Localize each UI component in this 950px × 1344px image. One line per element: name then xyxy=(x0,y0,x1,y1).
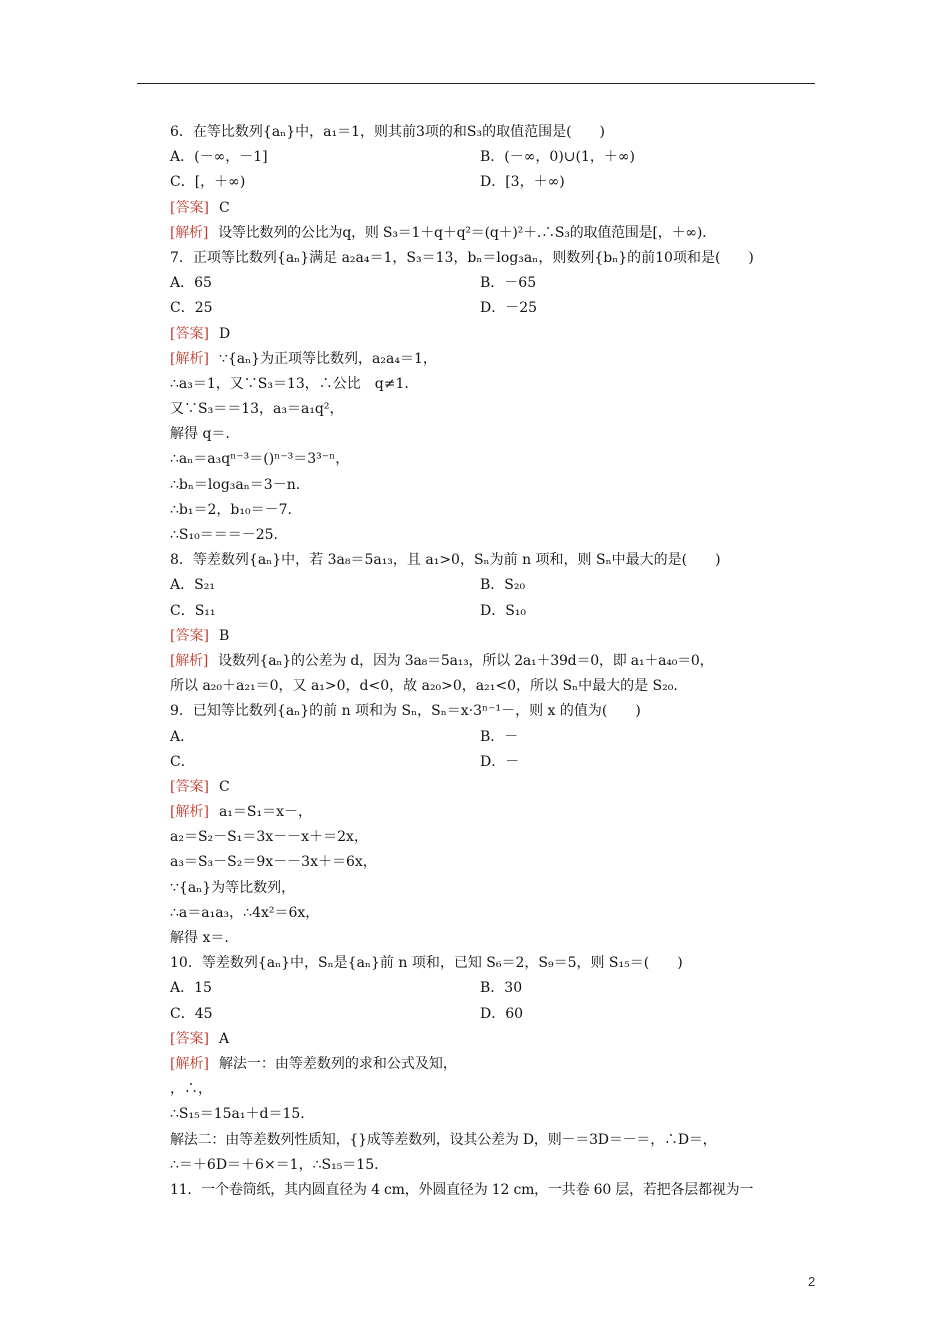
line-text: ∴bₙ＝log₃aₙ＝3－n. xyxy=(170,476,301,493)
line-text: C xyxy=(218,778,230,795)
line-text: ∴＝＋6D＝＋6×＝1，∴S₁₅＝15. xyxy=(170,1156,379,1173)
line-text: ∴S₁₀＝＝＝－25. xyxy=(170,527,278,543)
option-row xyxy=(170,1002,820,1027)
option-right: D．－ xyxy=(480,753,520,770)
line-text: C．[，＋∞) xyxy=(170,174,246,191)
text-line xyxy=(170,850,820,875)
option-right: B．－65 xyxy=(480,275,537,292)
option-row xyxy=(170,750,820,775)
line-text: 6．在等比数列{aₙ}中，a₁＝1，则其前3项的和S₃的取值范围是( ) xyxy=(170,124,606,140)
option-row xyxy=(170,271,820,296)
text-line xyxy=(170,523,820,548)
answer-tag: [答案] xyxy=(170,778,209,795)
line-text: C．S₁₁ xyxy=(170,602,216,619)
text-line xyxy=(170,1153,820,1178)
text-line xyxy=(170,246,820,271)
text-line xyxy=(170,548,820,573)
line-text: ∴b₁＝2，b₁₀＝－7. xyxy=(170,501,292,518)
text-line xyxy=(170,397,820,422)
line-text: 设等比数列的公比为q，则 S₃＝1＋q＋q²＝(q＋)²＋.∴S₃的取值范围是[，＋∞). xyxy=(218,224,707,241)
line-text: 解得 q＝. xyxy=(170,426,230,443)
answer-tag: [答案] xyxy=(170,199,209,216)
text-line xyxy=(170,1128,820,1153)
line-text: 解得 x＝. xyxy=(170,930,229,946)
line-text: A．(－∞，－1] xyxy=(170,149,268,166)
text-line xyxy=(170,825,820,850)
option-row xyxy=(170,145,820,170)
document-body xyxy=(170,120,820,1203)
line-text: ∴a＝a₁a₃，∴4x²＝6x， xyxy=(170,904,320,921)
option-right: B．(－∞，0)∪(1，＋∞) xyxy=(480,149,636,166)
line-text: 7．正项等比数列{aₙ}满足 a₂a₄＝1，S₃＝13，bₙ＝log₃aₙ，则数列{bₙ}的前10项和是( ) xyxy=(170,249,754,266)
option-row xyxy=(170,725,820,750)
text-line xyxy=(170,498,820,523)
line-text: ∵{aₙ}为等比数列， xyxy=(170,879,296,896)
text-line xyxy=(170,372,820,397)
answer-tag: [答案] xyxy=(170,1030,209,1047)
line-text: 设数列{aₙ}的公差为 d，因为 3a₈＝5a₁₃，所以 2a₁＋39d＝0，即 a₁＋a₄₀＝0， xyxy=(218,652,714,669)
line-text: A．S₂₁ xyxy=(170,577,215,594)
answer-tag: [答案] xyxy=(170,325,209,342)
text-line xyxy=(170,926,820,951)
option-right: D．60 xyxy=(480,1005,524,1022)
text-line xyxy=(170,951,820,976)
option-row xyxy=(170,170,820,195)
text-line xyxy=(170,1077,820,1102)
option-right: D．[3，＋∞) xyxy=(480,174,565,191)
option-right: D．S₁₀ xyxy=(480,602,527,619)
line-text: 所以 a₂₀＋a₂₁＝0，又 a₁>0，d<0，故 a₂₀>0，a₂₁<0，所以 Sₙ中最大的是 S₂₀. xyxy=(170,678,678,695)
text-line xyxy=(170,699,820,724)
solution-line xyxy=(170,775,820,800)
line-text: A．65 xyxy=(170,275,212,292)
analysis-tag: [解析] xyxy=(170,224,209,241)
line-text: C．25 xyxy=(170,300,213,317)
solution-line xyxy=(170,1027,820,1052)
line-text: ∴aₙ＝a₃qⁿ⁻³＝()ⁿ⁻³＝3³⁻ⁿ， xyxy=(170,451,350,468)
line-text: A xyxy=(218,1030,230,1047)
option-row xyxy=(170,296,820,321)
line-text: a₂＝S₂－S₁＝3x－－x＋＝2x， xyxy=(170,829,368,846)
option-right: B．－ xyxy=(480,728,519,745)
solution-line xyxy=(170,1052,820,1077)
answer-tag: [答案] xyxy=(170,627,209,644)
text-line xyxy=(170,447,820,472)
line-text: ∴a₃＝1，又∵S₃＝13，∴公比 q≠1. xyxy=(170,375,409,392)
line-text: a₁＝S₁＝x－， xyxy=(218,804,312,821)
line-text: 11．一个卷筒纸，其内圆直径为 4 cm，外圆直径为 12 cm，一共卷 60 层，若把各层都视为一 xyxy=(170,1181,754,1198)
line-text: C． xyxy=(170,753,195,770)
option-right: B．S₂₀ xyxy=(480,577,526,594)
analysis-tag: [解析] xyxy=(170,652,209,669)
solution-line xyxy=(170,196,820,221)
line-text: C．45 xyxy=(170,1005,213,1022)
line-text: A．15 xyxy=(170,980,212,997)
line-text: D xyxy=(218,325,231,342)
text-line xyxy=(170,473,820,498)
line-text: C xyxy=(218,199,230,216)
solution-line xyxy=(170,649,820,674)
line-text: ，∴， xyxy=(170,1081,212,1098)
solution-line xyxy=(170,624,820,649)
line-text: ∴S₁₅＝15a₁＋d＝15. xyxy=(170,1106,305,1123)
line-text: 8．等差数列{aₙ}中，若 3a₈＝5a₁₃，且 a₁>0，Sₙ为前 n 项和，则 Sₙ中最大的是( ) xyxy=(170,552,721,569)
text-line xyxy=(170,1102,820,1127)
header-rule xyxy=(137,83,815,84)
solution-line xyxy=(170,322,820,347)
option-row xyxy=(170,599,820,624)
text-line xyxy=(170,422,820,447)
line-text: B xyxy=(218,627,230,644)
analysis-tag: [解析] xyxy=(170,1055,209,1072)
text-line xyxy=(170,1178,820,1203)
line-text: 9．已知等比数列{aₙ}的前 n 项和为 Sₙ，Sₙ＝x·3ⁿ⁻¹－，则 x 的值为( ) xyxy=(170,703,641,720)
analysis-tag: [解析] xyxy=(170,350,209,367)
line-text: a₃＝S₃－S₂＝9x－－3x＋＝6x， xyxy=(170,854,377,871)
text-line xyxy=(170,901,820,926)
solution-line xyxy=(170,800,820,825)
solution-line xyxy=(170,347,820,372)
option-right: D．－25 xyxy=(480,300,538,317)
analysis-tag: [解析] xyxy=(170,804,209,821)
page-number: 2 xyxy=(808,1274,816,1289)
text-line xyxy=(170,876,820,901)
option-row xyxy=(170,976,820,1001)
line-text: 又∵S₃＝＝13，a₃＝a₁q²， xyxy=(170,401,344,418)
line-text: 解法一：由等差数列的求和公式及知， xyxy=(218,1055,457,1072)
text-line xyxy=(170,674,820,699)
line-text: ∵{aₙ}为正项等比数列，a₂a₄＝1， xyxy=(218,350,437,367)
line-text: 10．等差数列{aₙ}中，Sₙ是{aₙ}前 n 项和，已知 S₆＝2，S₉＝5，则 S₁₅＝( ) xyxy=(170,955,683,972)
line-text: 解法二：由等差数列性质知，{}成等差数列，设其公差为 D，则－＝3D＝－＝，∴D＝， xyxy=(170,1131,717,1148)
option-row xyxy=(170,573,820,598)
text-line xyxy=(170,120,820,145)
option-right: B．30 xyxy=(480,980,523,997)
line-text: A． xyxy=(170,728,195,745)
solution-line xyxy=(170,221,820,246)
